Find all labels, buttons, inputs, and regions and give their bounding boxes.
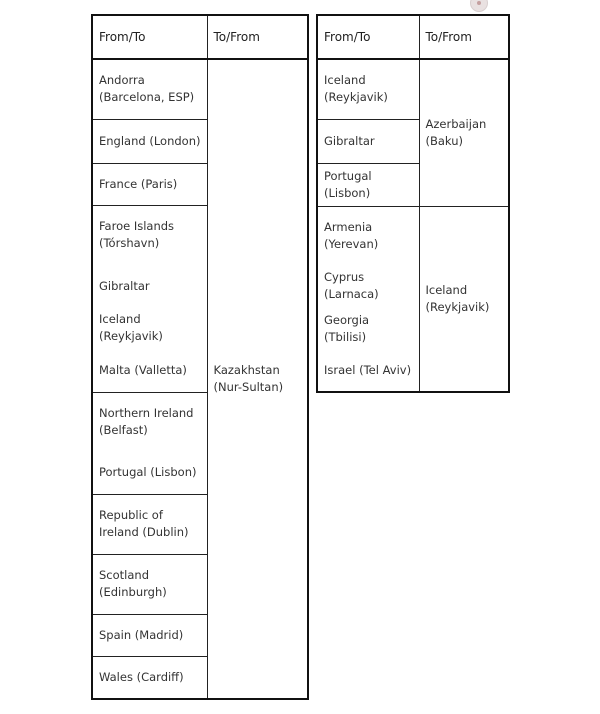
from-city-cell: Cyprus (Larnaca) <box>317 265 419 307</box>
table-header-row <box>92 15 308 59</box>
from-city-cell: Northern Ireland (Belfast) <box>92 392 207 452</box>
routes-table-azerbaijan-iceland <box>316 14 510 393</box>
avatar <box>470 0 488 12</box>
from-city-cell: Faroe Islands (Tórshavn) <box>92 205 207 265</box>
table-row <box>317 59 509 119</box>
from-city-cell: Malta (Valletta) <box>92 349 207 392</box>
from-city-cell: Andorra (Barcelona, ESP) <box>92 59 207 119</box>
from-city-cell: France (Paris) <box>92 163 207 205</box>
from-city-cell: Scotland (Edinburgh) <box>92 554 207 614</box>
table-row <box>92 59 308 119</box>
from-city-cell: Gibraltar <box>92 265 207 307</box>
table-header-row <box>317 15 509 59</box>
from-city-cell: Israel (Tel Aviv) <box>317 350 419 392</box>
routes-table-kazakhstan <box>91 14 309 700</box>
from-city-cell: Portugal (Lisbon) <box>92 452 207 494</box>
column-header-from-to: From/To <box>317 15 419 59</box>
to-city-cell: Kazakhstan (Nur-Sultan) <box>207 59 308 699</box>
from-city-cell: Iceland (Reykjavik) <box>92 307 207 349</box>
from-city-cell: Republic of Ireland (Dublin) <box>92 494 207 554</box>
table-row <box>317 206 509 265</box>
to-city-cell: Azerbaijan (Baku) <box>419 59 509 206</box>
column-header-from-to: From/To <box>92 15 207 59</box>
from-city-cell: Iceland (Reykjavik) <box>317 59 419 119</box>
column-header-to-from: To/From <box>207 15 308 59</box>
from-city-cell: Portugal (Lisbon) <box>317 163 419 206</box>
from-city-cell: Spain (Madrid) <box>92 614 207 656</box>
from-city-cell: Armenia (Yerevan) <box>317 206 419 265</box>
column-header-to-from: To/From <box>419 15 509 59</box>
from-city-cell: Georgia (Tbilisi) <box>317 307 419 350</box>
to-city-cell: Iceland (Reykjavik) <box>419 206 509 392</box>
from-city-cell: England (London) <box>92 119 207 163</box>
from-city-cell: Gibraltar <box>317 119 419 163</box>
from-city-cell: Wales (Cardiff) <box>92 656 207 699</box>
